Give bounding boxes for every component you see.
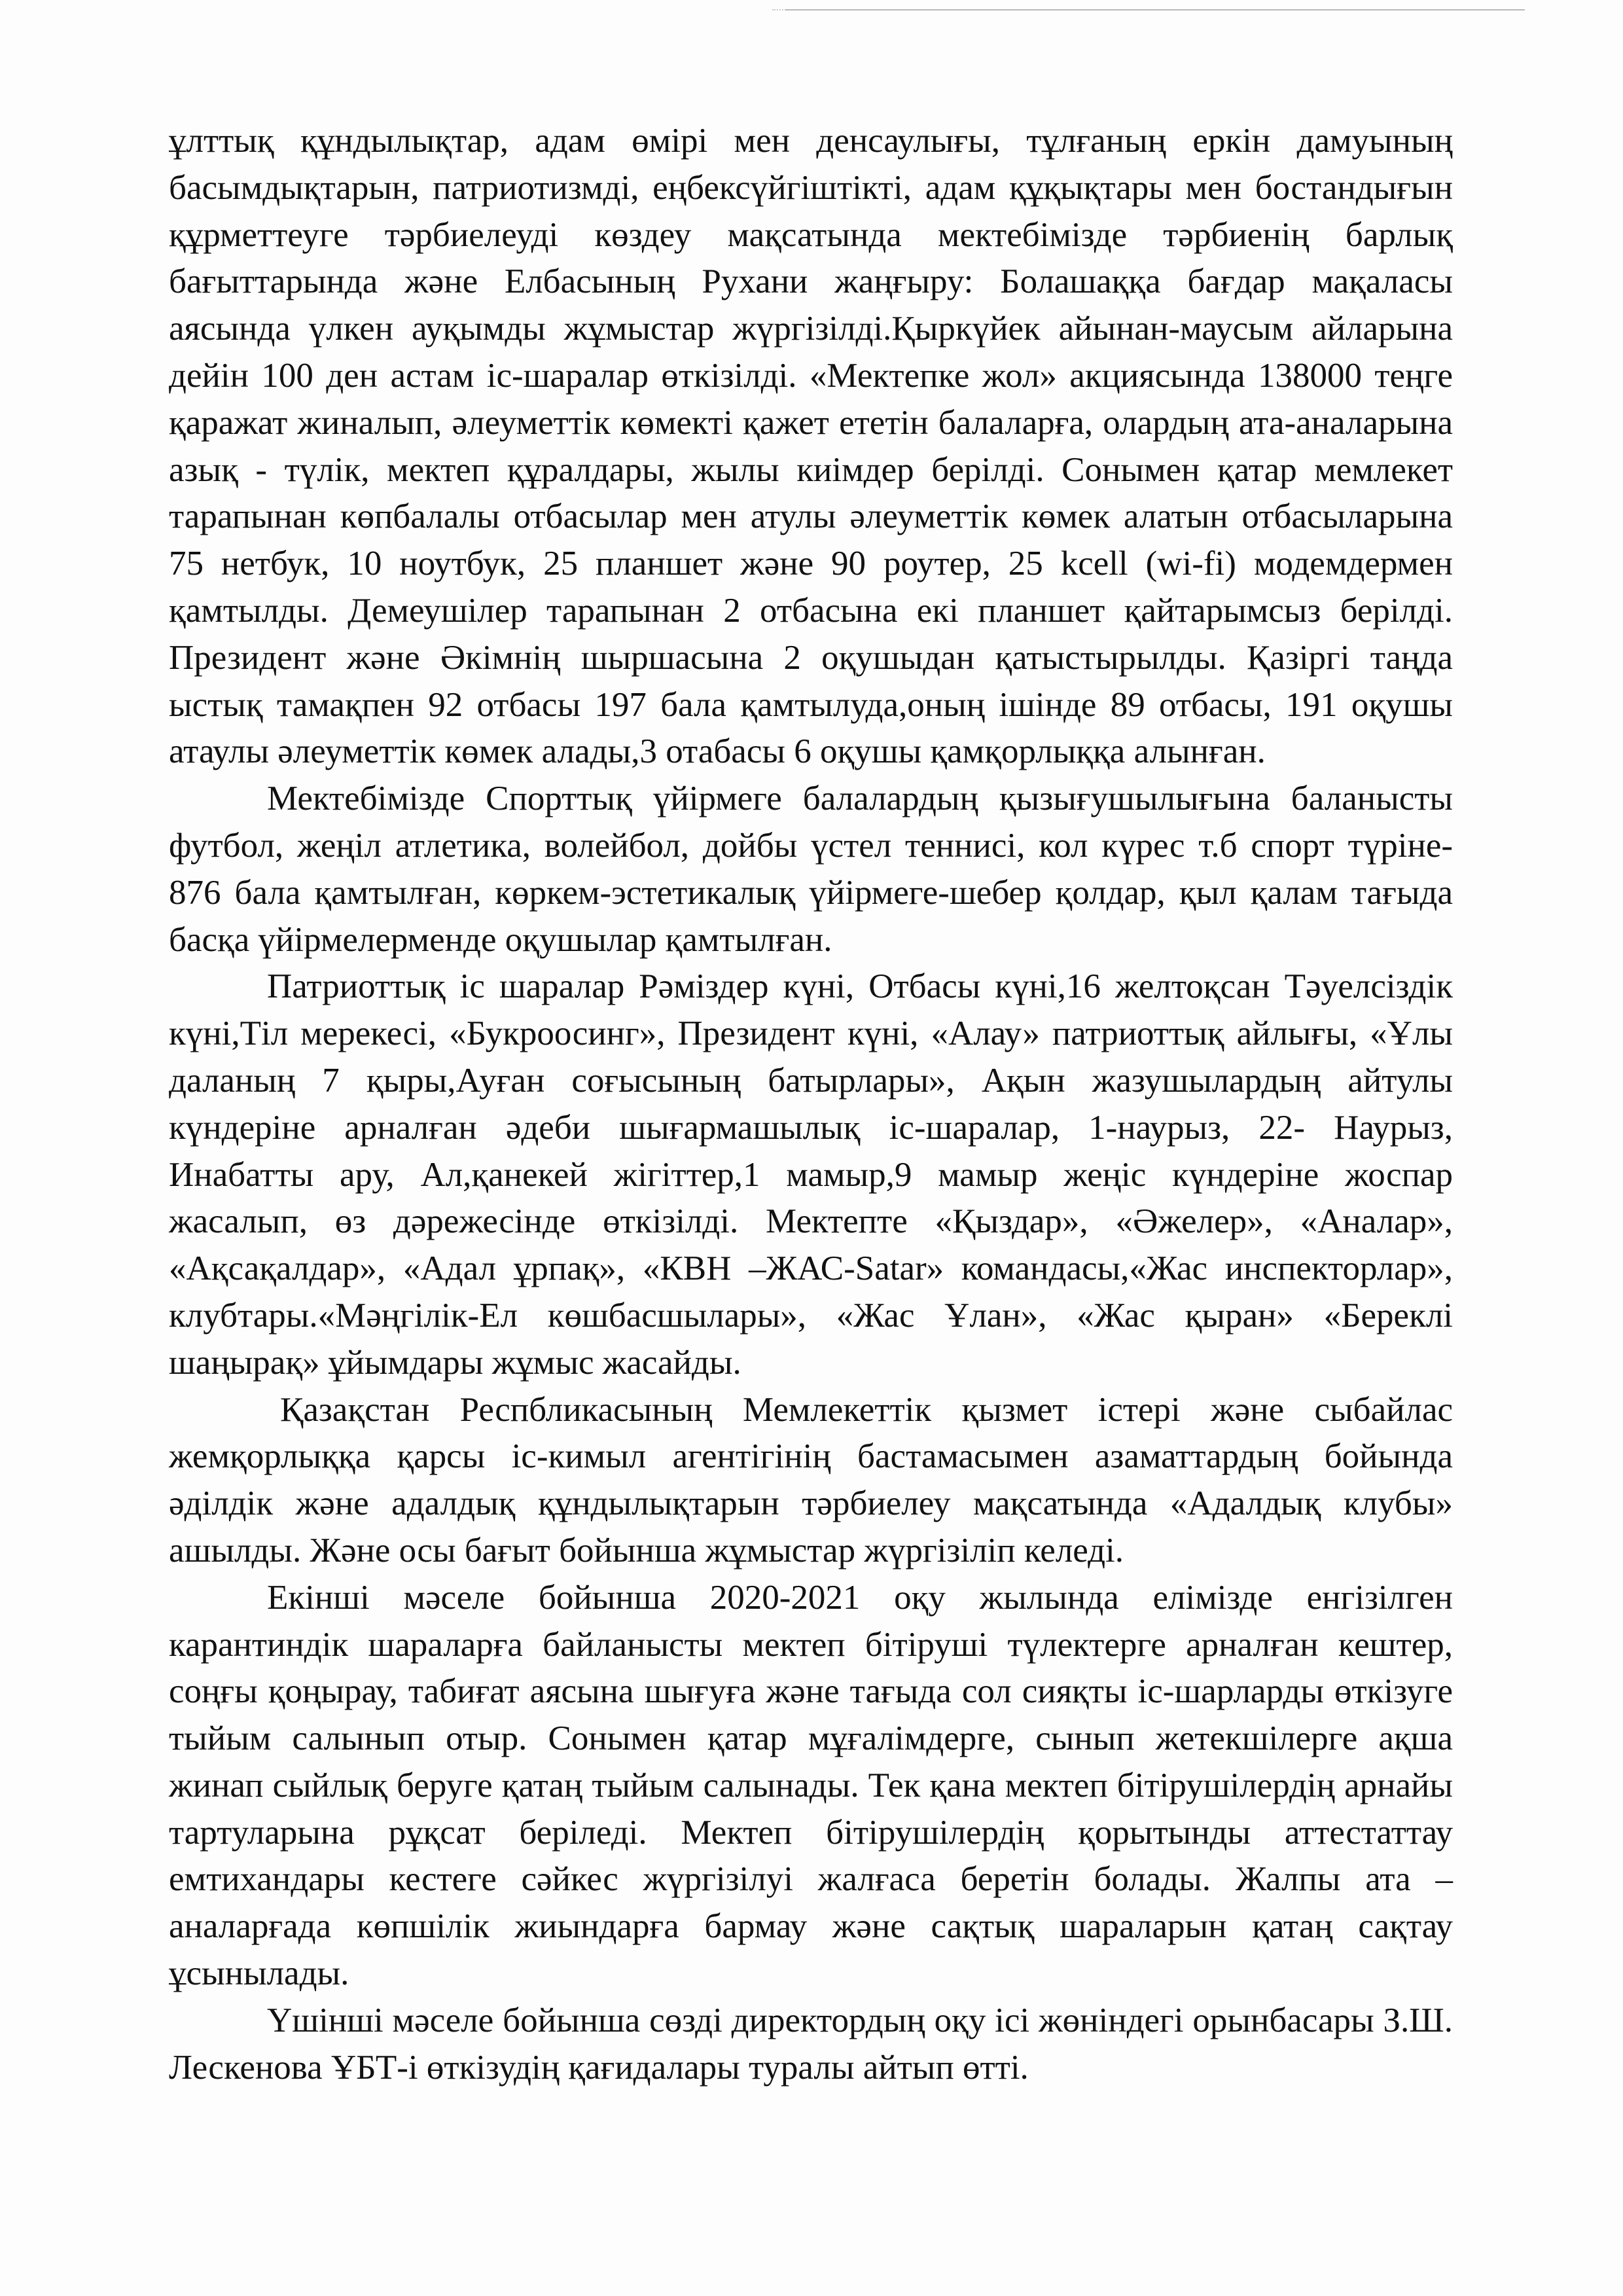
paragraph-sports-clubs: Мектебімізде Спорттық үйірмеге балалардың қызығушылығына баланысты футбол, жеңіл атлетика, волейбол, дойбы үстел теннисі, кол күрес т.б спорт түріне- 876 бала қамтылған, көркем-эстетикалық үйірмеге-шебер қолдар, қыл қалам тағыда басқа үйірмелерменде оқушылар қамтылған. bbox=[169, 780, 1453, 959]
paragraph-patriotic-events: Патриоттық іс шаралар Рәміздер күні, Отбасы күні,16 желтоқсан Тәуелсіздік күні,Тіл мерекесі, «Букроосинг», Президент күні, «Алау» патриоттық айлығы, «Ұлы даланың 7 қыры,Ауған соғысының батырлары», Ақын жазушылардың айтулы күндеріне арналған әдеби шығармашылық іс-шаралар, 1-наурыз, 22- Наурыз, Инабатты ару, Ал,қанекей жігіттер,1 мамыр,9 мамыр жеңіс күндеріне жоспар жасалып, өз дәрежесінде өткізілді. Мектепте «Қыздар», «Әжелер», «Аналар», «Ақсақалдар», «Адал ұрпақ», «КВН –ЖАС-Satar» командасы,«Жас инспекторлар», клубтары.«Мәңгілік-Ел көшбасшылары», «Жас Ұлан», «Жас қыран» «Береклі шаңырақ» ұйымдары жұмыс жасайды. bbox=[169, 967, 1453, 1382]
paragraph-honesty-club: Қазақстан Респбликасының Мемлекеттік қызмет істері және сыбайлас жемқорлыққа қарсы іс-кимыл агентігінің бастамасымен азаматтардың бойында әділдік және адалдық құндылықтарын тәрбиелеу мақсатында «Адалдық клубы» ашылды. Және осы бағыт бойынша жұмыстар жүргізіліп келеді. bbox=[169, 1390, 1453, 1570]
paragraph-second-issue: Екінші мәселе бойынша 2020-2021 оқу жылында елімізде енгізілген карантиндік шараларға байланысты мектеп бітіруші түлектерге арналған кештер, соңғы қоңырау, табиғат аясына шығуға және тағыда сол сияқты іс-шарларды өткізуге тыйым салынып отыр. Сонымен қатар мұғалімдерге, сынып жетекшілерге ақша жинап сыйлық беруге қатаң тыйым салынады. Тек қана мектеп бітірушілердің арнайы тартуларына рұқсат беріледі. Мектеп бітірушілердің қорытынды аттестаттау емтихандары кестеге сәйкес жүргізілуі жалғаса беретін болады. Жалпы ата –аналарғада көпшілік жиындарға бармау және сақтық шараларын қатаң сақтау ұсынылады. bbox=[169, 1578, 1453, 1993]
paragraph-values-education: ұлттық құндылықтар, адам өмірі мен денсаулығы, тұлғаның еркін дамуының басымдықтарын, патриотизмді, еңбексүйгіштікті, адам құқықтары мен бостандығын құрметтеуге тәрбиелеуді көздеу мақсатында мектебімізде тәрбиенің барлық бағыттарында және Елбасының Рухани жаңғыру: Болашаққа бағдар мақаласы аясында үлкен ауқымды жұмыстар жүргізілді.Қыркүйек айынан-маусым айларына дейін 100 ден астам іс-шаралар өткізілді. «Мектепке жол» акциясында 138000 теңге қаражат жиналып, әлеуметтік көмекті қажет ететін балаларға, олардың ата-аналарына азық - түлік, мектеп құралдары, жылы киімдер берілді. Сонымен қатар мемлекет тарапынан көпбалалы отбасылар мен атулы әлеуметтік көмек алатын отбасыларына 75 нетбук, 10 ноутбук, 25 планшет және 90 роутер, 25 kcell (wi-fi) модемдермен қамтылды. Демеушілер тарапынан 2 отбасына екі планшет қайтарымсыз берілді. Президент және Әкімнің шыршасына 2 оқушыдан қатыстырылды. Қазіргі таңда ыстық тамақпен 92 отбасы 197 бала қамтылуда,оның ішінде 89 отбасы, 191 оқушы атаулы әлеуметтік көмек алады,3 отабасы 6 оқушы қамқорлыққа алынған. bbox=[169, 122, 1453, 771]
document-body bbox=[169, 118, 1453, 2091]
scan-edge-line bbox=[785, 9, 1525, 10]
paragraph-third-issue: Үшінші мәселе бойынша сөзді директордың оқу ісі жөніндегі орынбасары З.Ш. Лескенова ҰБТ-і өткізудің қағидалары туралы айтып өтті. bbox=[169, 2001, 1453, 2087]
